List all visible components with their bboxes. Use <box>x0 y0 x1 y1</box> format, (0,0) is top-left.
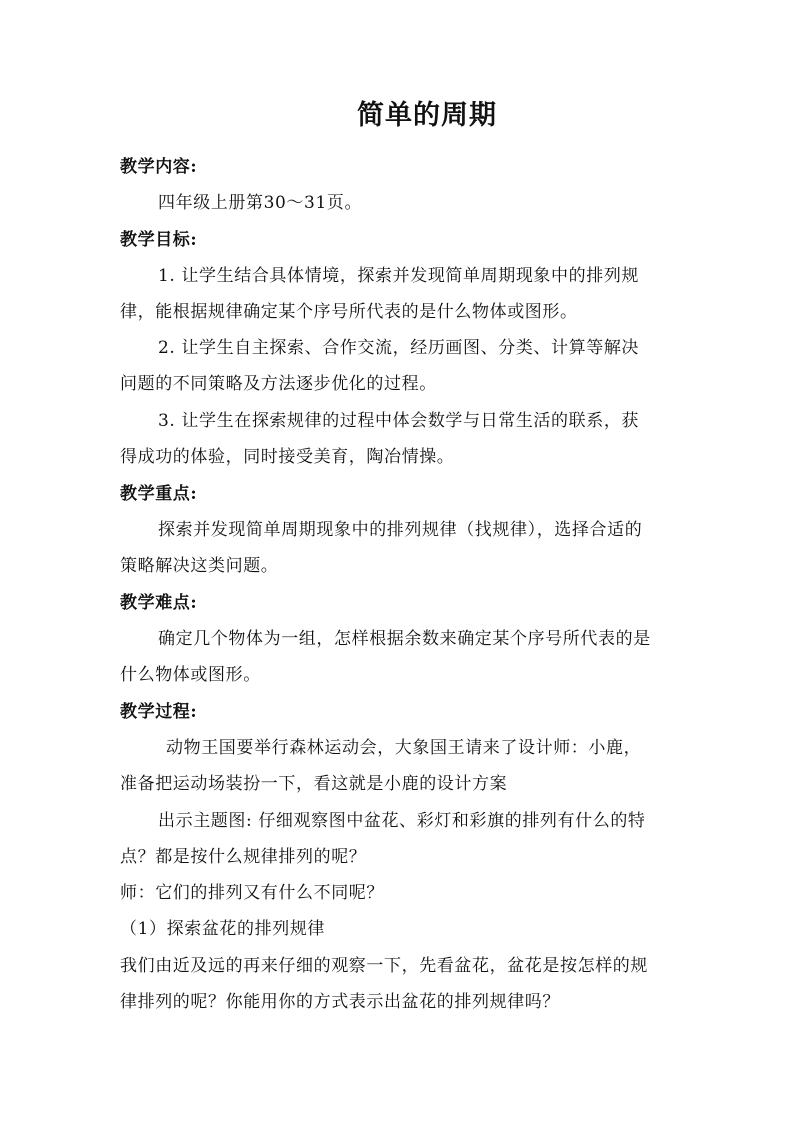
process-p2-line2: 点？都是按什么规律排列的呢？ <box>120 847 367 867</box>
content-text: 四年级上册第30～31页。 <box>158 193 363 213</box>
process-p1-line1: 动物王国要举行森林运动会，大象国王请来了设计师：小鹿， <box>166 738 642 758</box>
key-line2: 策略解决这类问题。 <box>120 556 279 576</box>
process-p5-line1: 我们由近及远的再来仔细的观察一下，先看盆花，盆花是按怎样的规 <box>120 956 648 976</box>
key-heading: 教学重点: <box>120 484 198 504</box>
content-heading: 教学内容: <box>120 157 198 177</box>
goal3-line1: 3. 让学生在探索规律的过程中体会数学与日常生活的联系，获 <box>158 411 640 431</box>
process-p4: （1）探索盆花的排列规律 <box>120 919 326 939</box>
process-p1-line2: 准备把运动场装扮一下，看这就是小鹿的设计方案 <box>120 774 508 794</box>
difficult-line2: 什么物体或图形。 <box>120 665 261 685</box>
goal2-line1: 2. 让学生自主探索、合作交流，经历画图、分类、计算等解决 <box>158 338 640 358</box>
process-p5-line2: 律排列的呢？你能用你的方式表示出盆花的排列规律吗？ <box>120 992 560 1012</box>
goals-heading: 教学目标: <box>120 230 198 250</box>
process-p2-line1: 出示主题图: 仔细观察图中盆花、彩灯和彩旗的排列有什么的特 <box>158 811 646 831</box>
difficult-line1: 确定几个物体为一组，怎样根据余数来确定某个序号所代表的是 <box>158 629 651 649</box>
difficult-heading: 教学难点: <box>120 593 198 613</box>
process-p3: 师：它们的排列又有什么不同呢？ <box>120 883 384 903</box>
process-heading: 教学过程: <box>120 702 198 722</box>
key-line1: 探索并发现简单周期现象中的排列规律（找规律），选择合适的 <box>158 520 643 540</box>
page-title: 简单的周期 <box>357 100 497 131</box>
goal1-line1: 1. 让学生结合具体情境，探索并发现简单周期现象中的排列规 <box>158 266 640 286</box>
goal1-line2: 律，能根据规律确定某个序号所代表的是什么物体或图形。 <box>120 302 578 322</box>
goal3-line2: 得成功的体验，同时接受美育，陶冶情操。 <box>120 447 455 467</box>
goal2-line2: 问题的不同策略及方法逐步优化的过程。 <box>120 374 437 394</box>
